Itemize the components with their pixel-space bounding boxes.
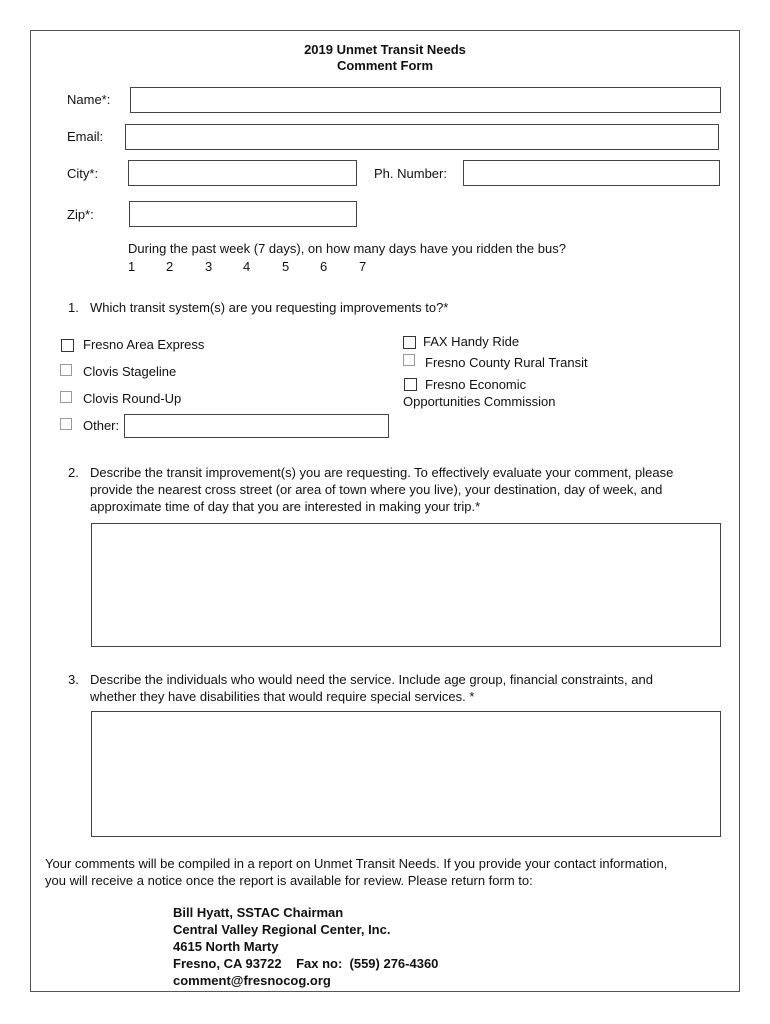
fax-handy-ride-label: FAX Handy Ride: [423, 334, 520, 349]
fresno-eoc-checkbox[interactable]: [404, 378, 417, 391]
zip-input[interactable]: [129, 201, 357, 227]
bus-days-option-6[interactable]: 6: [320, 259, 328, 274]
contact-street: 4615 North Marty: [173, 939, 279, 954]
phone-input[interactable]: [463, 160, 720, 186]
name-label: Name*:: [67, 92, 111, 107]
contact-name: Bill Hyatt, SSTAC Chairman: [173, 905, 344, 920]
clovis-round-up-label: Clovis Round-Up: [83, 391, 182, 406]
clovis-stageline-label: Clovis Stageline: [83, 364, 177, 379]
clovis-stageline-checkbox[interactable]: [60, 364, 72, 376]
form-title-line1: 2019 Unmet Transit Needs: [304, 42, 466, 57]
clovis-round-up-checkbox[interactable]: [60, 391, 72, 403]
q2-text-line2: provide the nearest cross street (or area of town where you live), your destination, day of week, and: [90, 482, 663, 497]
q3-number: 3.: [68, 672, 79, 687]
q2-answer-textarea[interactable]: [91, 523, 721, 647]
footer-note-line2: you will receive a notice once the report is available for review. Please return form to:: [45, 873, 533, 888]
zip-label: Zip*:: [67, 207, 94, 222]
fresno-area-express-label: Fresno Area Express: [83, 337, 205, 352]
footer-note-line1: Your comments will be compiled in a report on Unmet Transit Needs. If you provide your contact information,: [45, 856, 668, 871]
fresno-eoc-label-line1: Fresno Economic: [425, 377, 527, 392]
form-title-line2: Comment Form: [336, 58, 434, 73]
email-input[interactable]: [125, 124, 719, 150]
city-input[interactable]: [128, 160, 357, 186]
fresno-area-express-checkbox[interactable]: [61, 339, 74, 352]
email-label: Email:: [67, 129, 104, 144]
bus-days-option-5[interactable]: 5: [282, 259, 290, 274]
fax-handy-ride-checkbox[interactable]: [403, 336, 416, 349]
fresno-county-rural-transit-label: Fresno County Rural Transit: [425, 355, 588, 370]
q2-number: 2.: [68, 465, 79, 480]
q1-number: 1.: [68, 300, 79, 315]
fresno-eoc-label-line2: Opportunities Commission: [403, 394, 556, 409]
bus-days-option-3[interactable]: 3: [205, 259, 213, 274]
bus-days-question: During the past week (7 days), on how many days have you ridden the bus?: [128, 241, 566, 256]
q3-text-line1: Describe the individuals who would need the service. Include age group, financial constraints, and: [90, 672, 653, 687]
phone-label: Ph. Number:: [374, 166, 447, 181]
q2-text-line3: approximate time of day that you are interested in making your trip.*: [90, 499, 481, 514]
other-checkbox[interactable]: [60, 418, 72, 430]
bus-days-option-2[interactable]: 2: [166, 259, 174, 274]
bus-days-option-1[interactable]: 1: [128, 259, 136, 274]
city-label: City*:: [67, 166, 99, 181]
contact-email[interactable]: comment@fresnocog.org: [173, 973, 331, 988]
name-input[interactable]: [130, 87, 721, 113]
bus-days-option-4[interactable]: 4: [243, 259, 251, 274]
fresno-county-rural-transit-checkbox[interactable]: [403, 354, 415, 366]
contact-org: Central Valley Regional Center, Inc.: [173, 922, 391, 937]
bus-days-option-7[interactable]: 7: [359, 259, 367, 274]
contact-city-fax: Fresno, CA 93722 Fax no: (559) 276-4360: [173, 956, 439, 971]
q3-text-line2: whether they have disabilities that would require special services. *: [90, 689, 475, 704]
q2-text-line1: Describe the transit improvement(s) you are requesting. To effectively evaluate your comment, please: [90, 465, 674, 480]
q3-answer-textarea[interactable]: [91, 711, 721, 837]
other-label: Other:: [83, 418, 120, 433]
q1-text: Which transit system(s) are you requesting improvements to?*: [90, 300, 449, 315]
other-input[interactable]: [124, 414, 389, 438]
